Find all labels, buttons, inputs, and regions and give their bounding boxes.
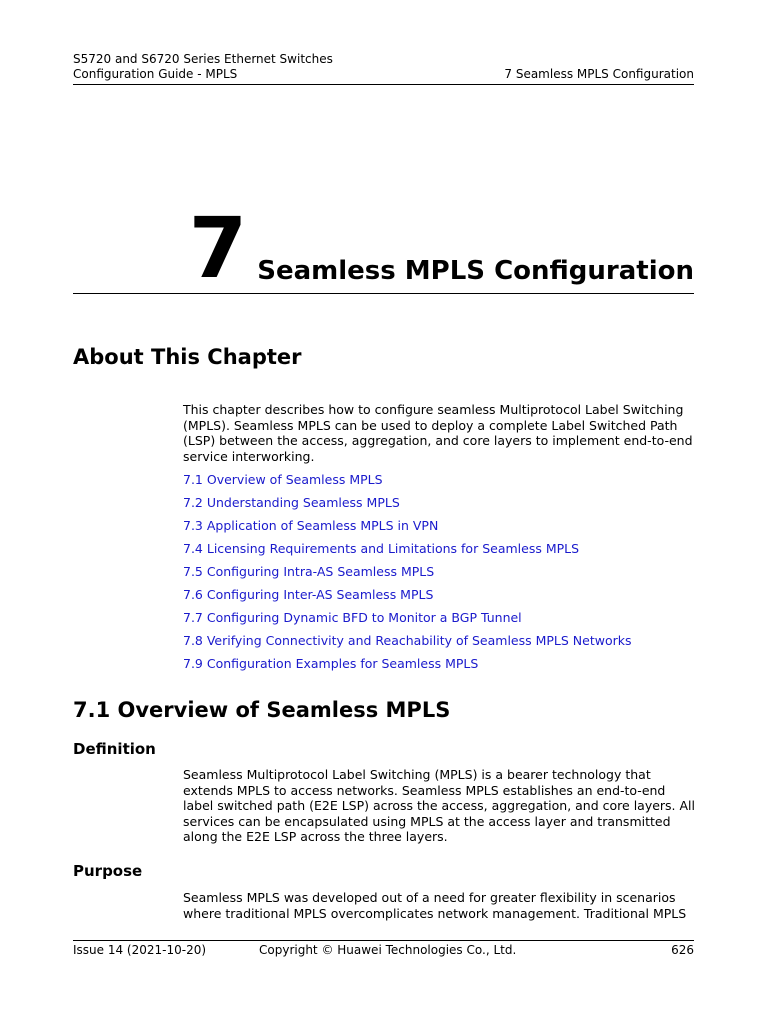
toc-link-7-6[interactable]: 7.6 Configuring Inter-AS Seamless MPLS xyxy=(183,587,434,602)
purpose-text: Seamless MPLS was developed out of a need for greater flexibility in scenarios where traditional MPLS overcomplicates network management. Traditional MPLS xyxy=(183,890,687,921)
toc-item xyxy=(183,633,632,656)
footer-page-number: 626 xyxy=(671,943,694,957)
toc-item xyxy=(183,610,632,633)
running-header-left xyxy=(73,52,333,82)
chapter-title xyxy=(188,199,694,297)
toc-link-7-3[interactable]: 7.3 Application of Seamless MPLS in VPN xyxy=(183,518,439,533)
footer-copyright: Copyright © Huawei Technologies Co., Ltd. xyxy=(259,943,517,957)
definition-text: Seamless Multiprotocol Label Switching (MPLS) is a bearer technology that extends MPLS to access networks. Seamless MPLS establishes an end-to-end label switched path (E2E LSP) across the access, aggregation, and core layers. All services can be encapsulated using MPLS at the access layer and transmitted along the E2E LSP across the three layers. xyxy=(183,767,696,844)
overview-heading: 7.1 Overview of Seamless MPLS xyxy=(73,698,451,722)
toc-link-7-2[interactable]: 7.2 Understanding Seamless MPLS xyxy=(183,495,400,510)
header-divider xyxy=(73,84,694,85)
chapter-name: Seamless MPLS Configuration xyxy=(257,256,694,286)
toc-link-7-4[interactable]: 7.4 Licensing Requirements and Limitations for Seamless MPLS xyxy=(183,541,580,556)
toc-item xyxy=(183,541,632,564)
header-guide-name: Configuration Guide - MPLS xyxy=(73,67,238,81)
toc-link-7-1[interactable]: 7.1 Overview of Seamless MPLS xyxy=(183,472,383,487)
toc-link-7-8[interactable]: 7.8 Verifying Connectivity and Reachability of Seamless MPLS Networks xyxy=(183,633,632,648)
toc-link-7-7[interactable]: 7.7 Configuring Dynamic BFD to Monitor a BGP Tunnel xyxy=(183,610,522,625)
toc-item xyxy=(183,656,632,679)
toc-item xyxy=(183,587,632,610)
header-product-line: S5720 and S6720 Series Ethernet Switches xyxy=(73,52,333,66)
about-heading: About This Chapter xyxy=(73,345,302,369)
footer-divider xyxy=(73,940,694,941)
definition-heading: Definition xyxy=(73,740,156,758)
about-intro: This chapter describes how to configure seamless Multiprotocol Label Switching (MPLS). Seamless MPLS can be used to deploy a complete Label Switched Path (LSP) between the access, aggregation, and core layers to implement end-to-end service interworking. xyxy=(183,402,693,464)
purpose-heading: Purpose xyxy=(73,862,143,880)
toc-item xyxy=(183,472,632,495)
running-header-chapter: 7 Seamless MPLS Configuration xyxy=(504,67,694,81)
toc-item xyxy=(183,495,632,518)
footer-issue: Issue 14 (2021-10-20) xyxy=(73,943,207,957)
toc-item xyxy=(183,564,632,587)
toc-link-7-5[interactable]: 7.5 Configuring Intra-AS Seamless MPLS xyxy=(183,564,435,579)
toc-item xyxy=(183,518,632,541)
chapter-divider xyxy=(73,293,694,294)
toc-link-7-9[interactable]: 7.9 Configuration Examples for Seamless MPLS xyxy=(183,656,479,671)
chapter-number: 7 xyxy=(188,199,248,297)
chapter-toc xyxy=(183,472,632,679)
